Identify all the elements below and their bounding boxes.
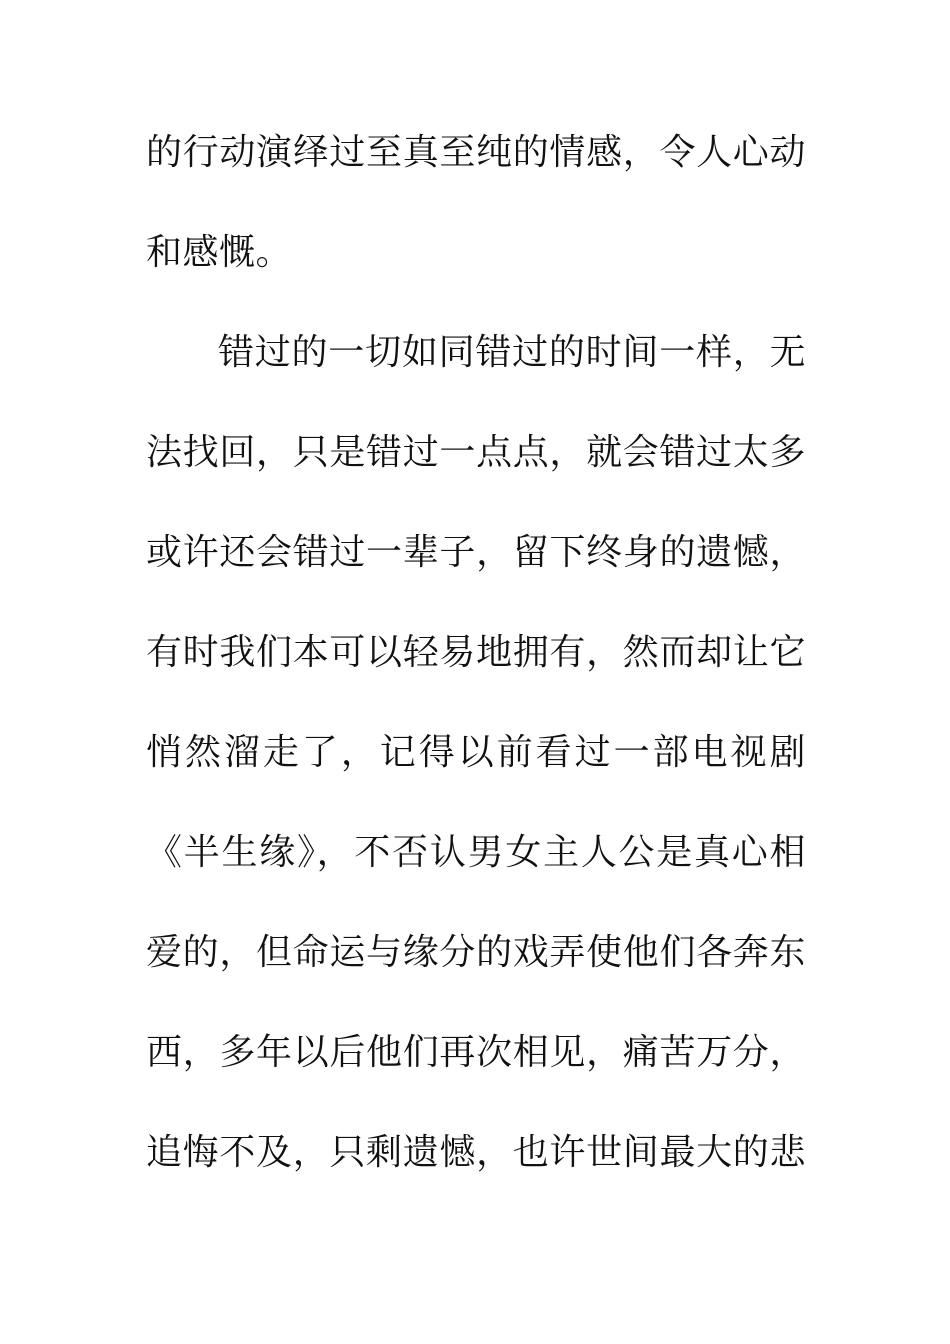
text-line: 悄然溜走了，记得以前看过一部电视剧 bbox=[146, 732, 806, 773]
text-line: 的行动演绎过至真至纯的情感，令人心动 bbox=[146, 132, 806, 173]
text-line: 西，多年以后他们再次相见，痛苦万分， bbox=[146, 1032, 806, 1073]
text-line: 和感慨。 bbox=[146, 232, 293, 273]
text-line: 爱的，但命运与缘分的戏弄使他们各奔东 bbox=[146, 932, 806, 973]
text-line: 追悔不及，只剩遗憾，也许世间最大的悲 bbox=[146, 1132, 806, 1173]
text-line: 法找回，只是错过一点点，就会错过太多 bbox=[146, 432, 806, 473]
text-line: 《半生缘》，不否认男女主人公是真心相 bbox=[146, 832, 806, 873]
text-line: 有时我们本可以轻易地拥有，然而却让它 bbox=[146, 632, 806, 673]
paragraph-start-line: 错过的一切如同错过的时间一样，无 bbox=[218, 332, 806, 373]
body-text bbox=[146, 124, 806, 1224]
text-line: 或许还会错过一辈子，留下终身的遗憾， bbox=[146, 532, 806, 573]
